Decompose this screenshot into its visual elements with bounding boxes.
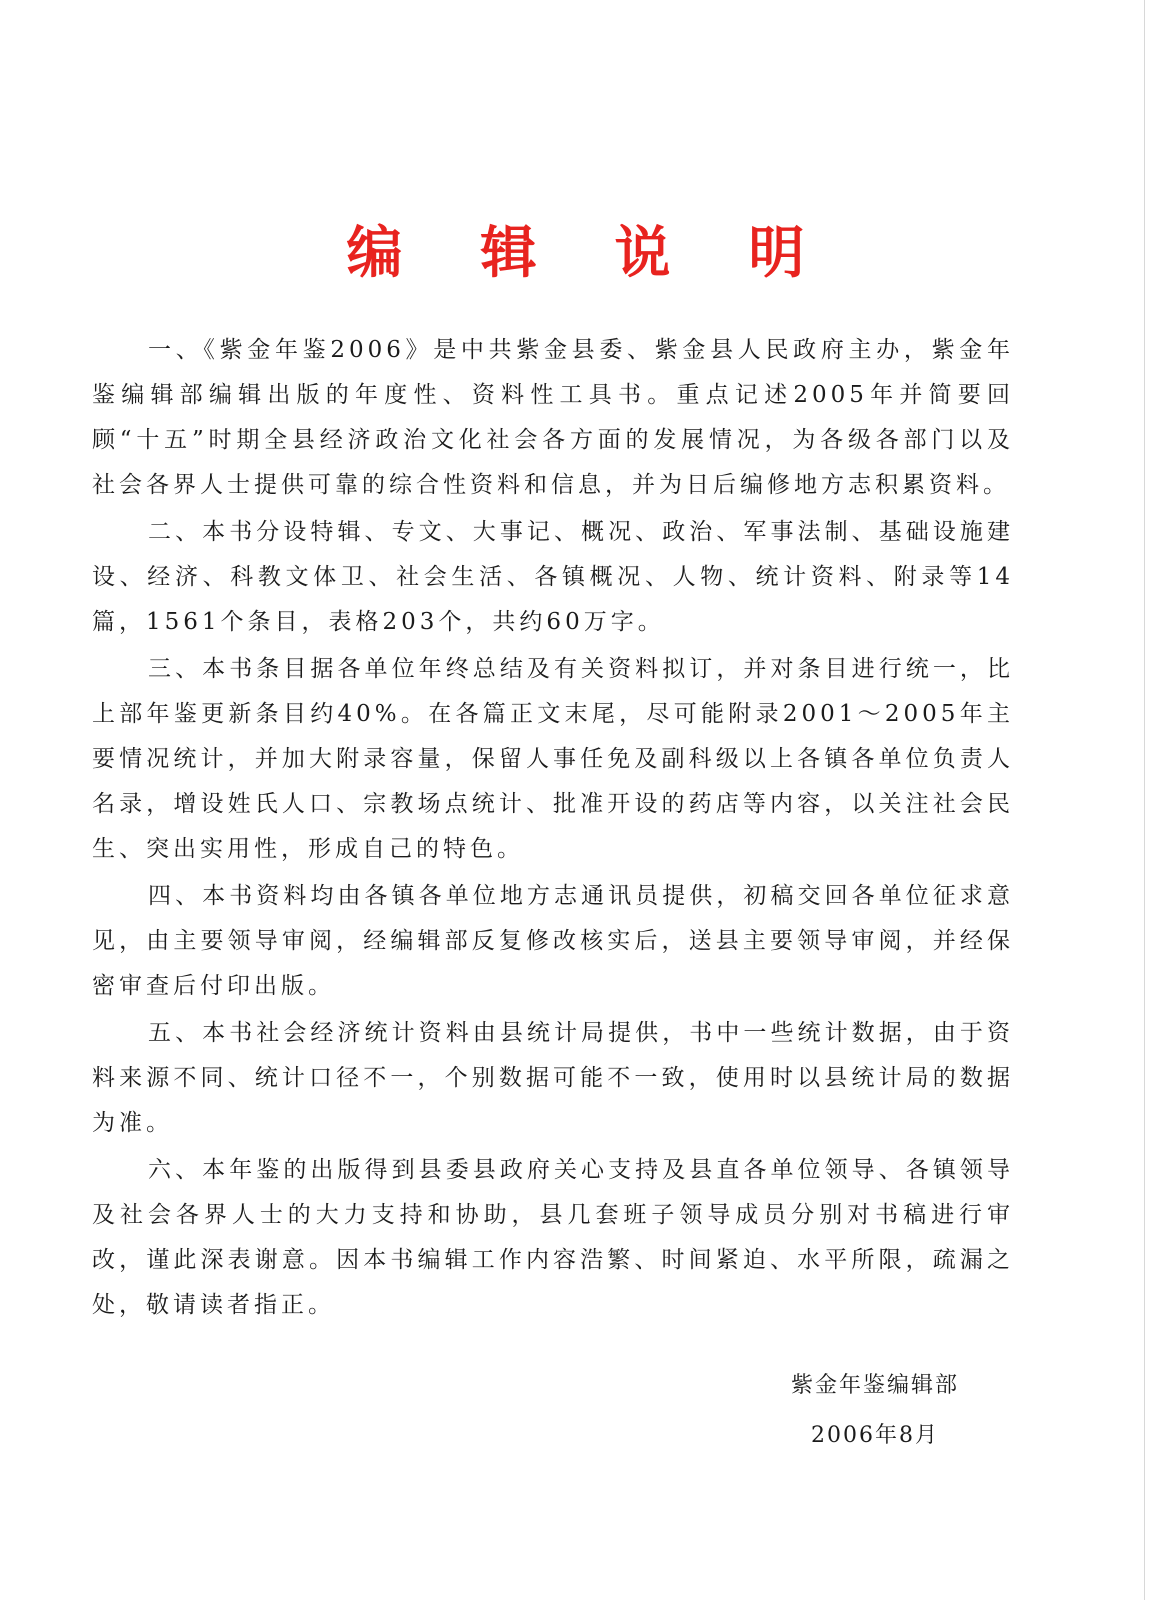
- page-title: 编辑说明: [346, 220, 883, 286]
- paragraph-3: 三、本书条目据各单位年终总结及有关资料拟订，并对条目进行统一，比上部年鉴更新条目约40%。在各篇正文末尾，尽可能附录2001～2005年主要情况统计，并加大附录容量，保留人事任免及副科级以上各镇各单位负责人名录，增设姓氏人口、宗教场点统计、批准开设的药店等内容，以关注社会民生、突出实用性，形成自己的特色。: [92, 656, 1014, 862]
- paragraph-5: 五、本书社会经济统计资料由县统计局提供，书中一些统计数据，由于资料来源不同、统计口径不一，个别数据可能不一致，使用时以县统计局的数据为准。: [92, 1020, 1014, 1136]
- paragraph-2: 二、本书分设特辑、专文、大事记、概况、政治、军事法制、基础设施建设、经济、科教文体卫、社会生活、各镇概况、人物、统计资料、附录等14篇，1561个条目，表格203个，共约60万字。: [92, 519, 1014, 635]
- signature-date: 2006年8月: [811, 1423, 939, 1448]
- signature-organization: 紫金年鉴编辑部: [790, 1373, 959, 1398]
- paragraph-1: 一、《紫金年鉴2006》是中共紫金县委、紫金县人民政府主办，紫金年鉴编辑部编辑出版的年度性、资料性工具书。重点记述2005年并简要回顾“十五”时期全县经济政治文化社会各方面的发展情况，为各级各部门以及社会各界人士提供可靠的综合性资料和信息，并为日后编修地方志积累资料。: [92, 337, 1014, 498]
- paragraph-6: 六、本年鉴的出版得到县委县政府关心支持及县直各单位领导、各镇领导及社会各界人士的大力支持和协助，县几套班子领导成员分别对书稿进行审改，谨此深表谢意。因本书编辑工作内容浩繁、时间紧迫、水平所限，疏漏之处，敬请读者指正。: [92, 1157, 1014, 1318]
- document-body: [92, 328, 1014, 1328]
- paragraph-4: 四、本书资料均由各镇各单位地方志通讯员提供，初稿交回各单位征求意见，由主要领导审阅，经编辑部反复修改核实后，送县主要领导审阅，并经保密审查后付印出版。: [92, 883, 1014, 999]
